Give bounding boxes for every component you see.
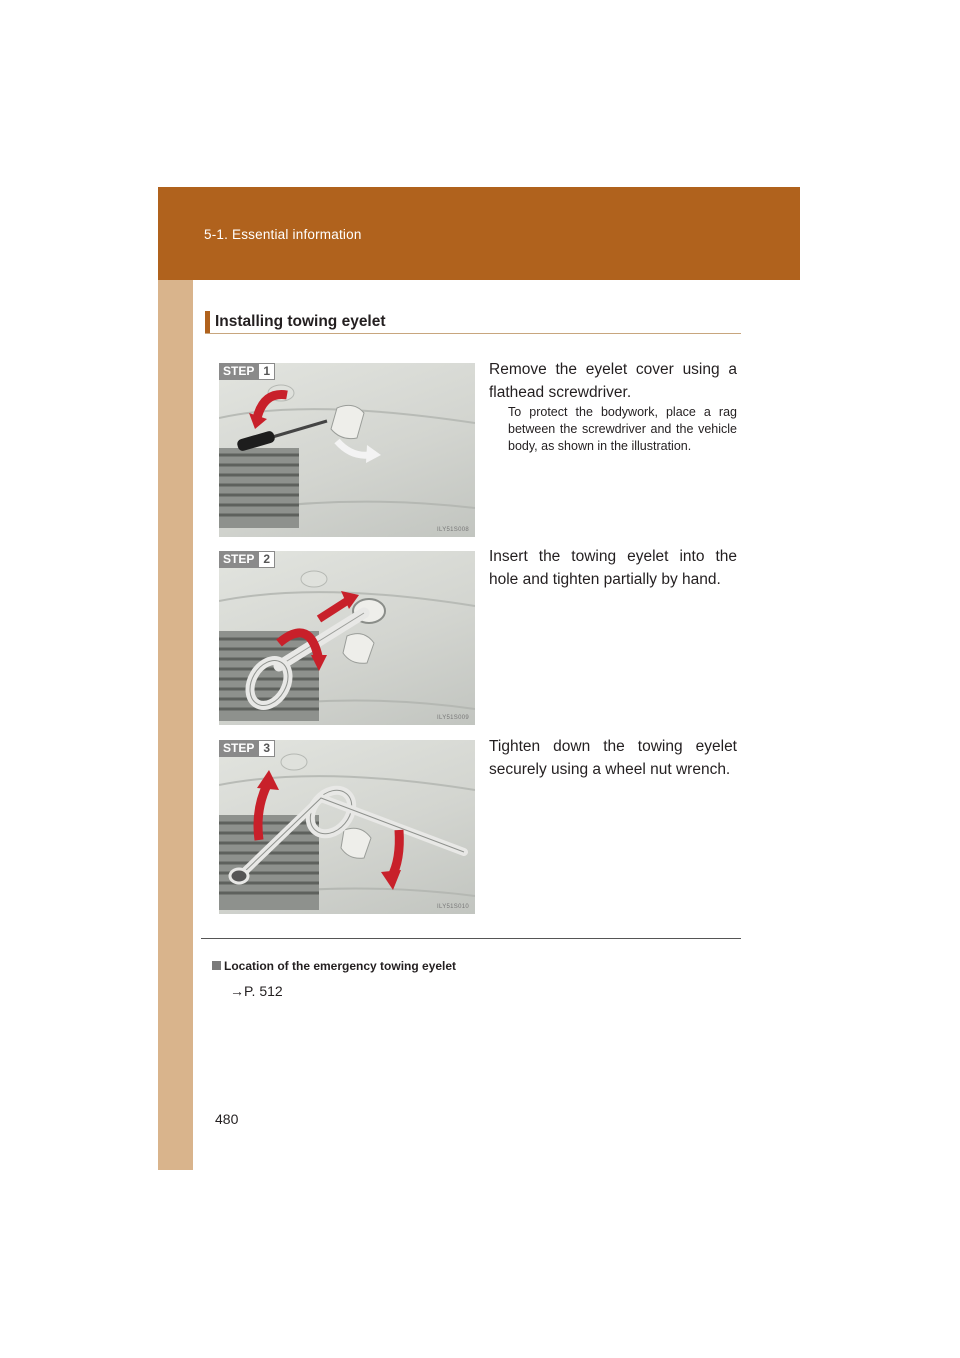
figure-code: ILY51S010 (437, 904, 469, 910)
step-3-illustration (219, 740, 475, 914)
heading-text: Installing towing eyelet (215, 313, 386, 330)
page-reference-link[interactable]: →P. 512 (230, 983, 283, 999)
section-heading (205, 311, 741, 334)
grille-icon (219, 815, 319, 910)
page-number: 480 (215, 1111, 239, 1127)
step-3-instruction: Tighten down the towing eyelet securely using a wheel nut wrench. (489, 738, 737, 778)
step-2-illustration (219, 551, 475, 725)
screwdriver-icon (236, 421, 327, 452)
wheel-nut-wrench-illustration (219, 740, 475, 914)
towing-eyelet-illustration (219, 551, 475, 725)
step-3-badge: STEP 3 (219, 740, 275, 757)
heading-marker (205, 311, 210, 333)
grille-icon (219, 448, 299, 528)
square-bullet-icon (212, 961, 221, 970)
screwdriver-illustration (219, 363, 475, 537)
side-strip (158, 280, 193, 1170)
step-1-instruction: Remove the eyelet cover using a flathead screwdriver. (489, 361, 737, 401)
step-1-note: To protect the bodywork, place a rag between the screwdriver and the vehicle body, as shown in the illustration. (508, 405, 737, 453)
info-heading (212, 959, 456, 973)
step-1-badge: STEP 1 (219, 363, 275, 380)
info-heading-text: Location of the emergency towing eyelet (224, 959, 457, 973)
section-label: 5-1. Essential information (204, 227, 362, 242)
header-band (158, 187, 800, 280)
step-2-badge: STEP 2 (219, 551, 275, 568)
figure-code: ILY51S009 (437, 715, 469, 721)
step-2-instruction: Insert the towing eyelet into the hole and tighten partially by hand. (489, 548, 737, 588)
divider (201, 938, 741, 939)
figure-code: ILY51S008 (437, 527, 469, 533)
step-1-illustration (219, 363, 475, 537)
